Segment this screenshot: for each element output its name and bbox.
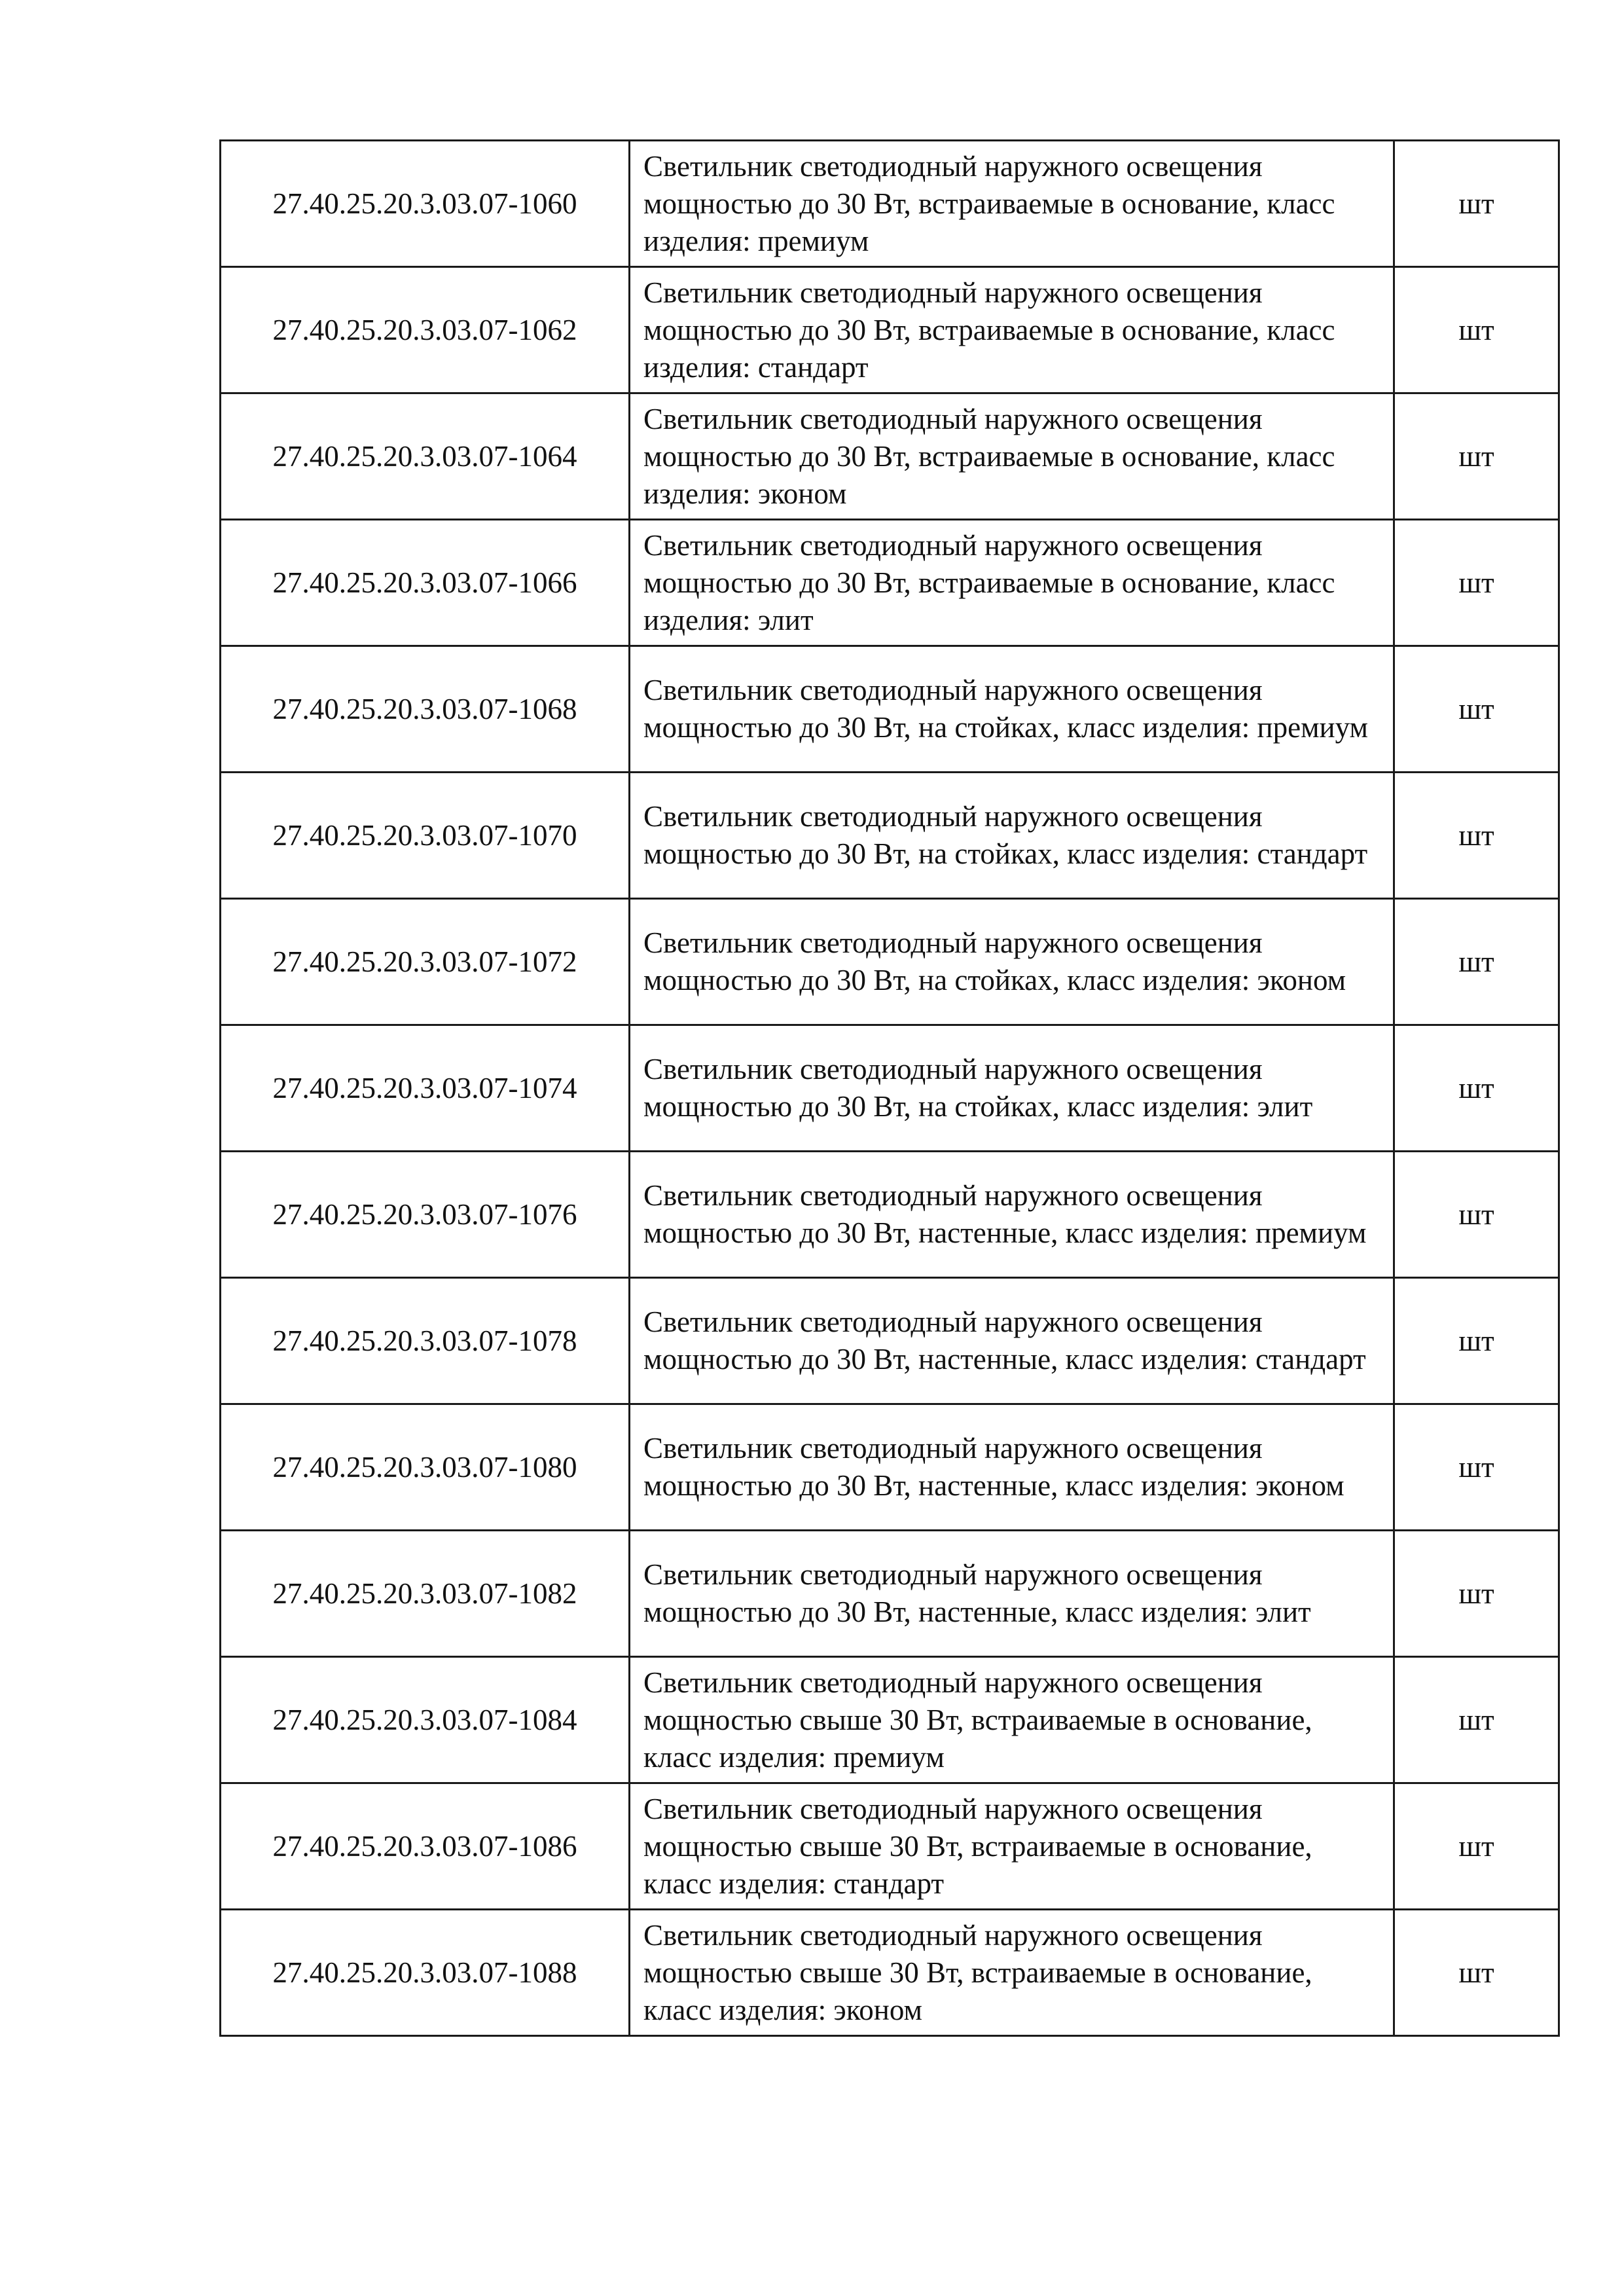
resource-description: Светильник светодиодный наружного освещения мощностью свыше 30 Вт, встраиваемые в основание, класс изделия: эконом xyxy=(643,1918,1312,2026)
resource-unit-cell: шт xyxy=(1394,1531,1559,1657)
resource-description: Светильник светодиодный наружного освещения мощностью до 30 Вт, на стойках, класс изделия: стандарт xyxy=(643,800,1368,870)
resource-description-cell xyxy=(630,1025,1394,1152)
resource-description: Светильник светодиодный наружного освещения мощностью до 30 Вт, встраиваемые в основание, класс изделия: стандарт xyxy=(643,276,1335,384)
resource-unit-cell: шт xyxy=(1394,141,1559,267)
resource-description-cell xyxy=(630,1657,1394,1783)
table-row xyxy=(221,646,1559,773)
resource-code-cell: 27.40.25.20.3.03.07-1068 xyxy=(221,646,630,773)
table-row xyxy=(221,1531,1559,1657)
resource-description: Светильник светодиодный наружного освещения мощностью до 30 Вт, настенные, класс изделия: элит xyxy=(643,1558,1311,1628)
resource-code-cell: 27.40.25.20.3.03.07-1066 xyxy=(221,520,630,646)
resource-description-cell xyxy=(630,267,1394,393)
resource-code-cell: 27.40.25.20.3.03.07-1062 xyxy=(221,267,630,393)
resource-description-cell xyxy=(630,1404,1394,1531)
resource-code-cell: 27.40.25.20.3.03.07-1078 xyxy=(221,1278,630,1404)
table-row xyxy=(221,267,1559,393)
resource-unit-cell: шт xyxy=(1394,267,1559,393)
resource-unit-cell: шт xyxy=(1394,1783,1559,1910)
resource-unit-cell: шт xyxy=(1394,520,1559,646)
resource-description: Светильник светодиодный наружного освещения мощностью до 30 Вт, на стойках, класс изделия: элит xyxy=(643,1053,1313,1123)
resource-code-cell: 27.40.25.20.3.03.07-1076 xyxy=(221,1152,630,1278)
resource-description-cell xyxy=(630,1152,1394,1278)
resource-unit-cell: шт xyxy=(1394,1025,1559,1152)
resource-code-cell: 27.40.25.20.3.03.07-1082 xyxy=(221,1531,630,1657)
resource-description: Светильник светодиодный наружного освещения мощностью до 30 Вт, на стойках, класс изделия: премиум xyxy=(643,674,1369,744)
resource-code-cell: 27.40.25.20.3.03.07-1084 xyxy=(221,1657,630,1783)
table-row xyxy=(221,1152,1559,1278)
table-row xyxy=(221,1657,1559,1783)
resource-code-cell: 27.40.25.20.3.03.07-1088 xyxy=(221,1910,630,2036)
resource-description-cell xyxy=(630,1783,1394,1910)
table-row xyxy=(221,899,1559,1025)
resource-unit-cell: шт xyxy=(1394,1657,1559,1783)
resource-description-cell xyxy=(630,646,1394,773)
table-row xyxy=(221,1910,1559,2036)
table-row xyxy=(221,1025,1559,1152)
resource-description: Светильник светодиодный наружного освещения мощностью до 30 Вт, настенные, класс изделия: стандарт xyxy=(643,1305,1366,1376)
resource-description: Светильник светодиодный наружного освещения мощностью до 30 Вт, встраиваемые в основание, класс изделия: премиум xyxy=(643,149,1335,257)
resource-unit-cell: шт xyxy=(1394,899,1559,1025)
resource-description-cell xyxy=(630,899,1394,1025)
resource-description: Светильник светодиодный наружного освещения мощностью свыше 30 Вт, встраиваемые в основание, класс изделия: стандарт xyxy=(643,1792,1312,1900)
table-row xyxy=(221,393,1559,520)
resource-description: Светильник светодиодный наружного освещения мощностью до 30 Вт, на стойках, класс изделия: эконом xyxy=(643,926,1346,996)
resource-description: Светильник светодиодный наружного освещения мощностью до 30 Вт, встраиваемые в основание, класс изделия: эконом xyxy=(643,402,1335,510)
resource-description-cell xyxy=(630,1910,1394,2036)
resource-unit-cell: шт xyxy=(1394,393,1559,520)
table-row xyxy=(221,141,1559,267)
resource-code-cell: 27.40.25.20.3.03.07-1064 xyxy=(221,393,630,520)
resource-code-cell: 27.40.25.20.3.03.07-1080 xyxy=(221,1404,630,1531)
resource-unit-cell: шт xyxy=(1394,1278,1559,1404)
table-row xyxy=(221,520,1559,646)
resource-code-cell: 27.40.25.20.3.03.07-1060 xyxy=(221,141,630,267)
table-row xyxy=(221,1783,1559,1910)
resource-description: Светильник светодиодный наружного освещения мощностью до 30 Вт, настенные, класс изделия: премиум xyxy=(643,1179,1367,1249)
resource-code-cell: 27.40.25.20.3.03.07-1070 xyxy=(221,773,630,899)
resource-description-cell xyxy=(630,1531,1394,1657)
resource-description: Светильник светодиодный наружного освещения мощностью до 30 Вт, встраиваемые в основание, класс изделия: элит xyxy=(643,528,1335,636)
resource-unit-cell: шт xyxy=(1394,646,1559,773)
resource-code-cell: 27.40.25.20.3.03.07-1072 xyxy=(221,899,630,1025)
resource-description-cell xyxy=(630,1278,1394,1404)
resource-unit-cell: шт xyxy=(1394,773,1559,899)
resource-table xyxy=(219,139,1560,2037)
resource-description: Светильник светодиодный наружного освещения мощностью до 30 Вт, настенные, класс изделия: эконом xyxy=(643,1432,1344,1502)
table-row xyxy=(221,1404,1559,1531)
resource-description-cell xyxy=(630,393,1394,520)
resource-description-cell xyxy=(630,141,1394,267)
resource-code-cell: 27.40.25.20.3.03.07-1074 xyxy=(221,1025,630,1152)
resource-unit-cell: шт xyxy=(1394,1152,1559,1278)
resource-unit-cell: шт xyxy=(1394,1910,1559,2036)
resource-description-cell xyxy=(630,520,1394,646)
table-row xyxy=(221,1278,1559,1404)
resource-description-cell xyxy=(630,773,1394,899)
resource-description: Светильник светодиодный наружного освещения мощностью свыше 30 Вт, встраиваемые в основание, класс изделия: премиум xyxy=(643,1666,1312,1774)
table-row xyxy=(221,773,1559,899)
resource-table-body xyxy=(221,141,1559,2036)
resource-code-cell: 27.40.25.20.3.03.07-1086 xyxy=(221,1783,630,1910)
resource-unit-cell: шт xyxy=(1394,1404,1559,1531)
